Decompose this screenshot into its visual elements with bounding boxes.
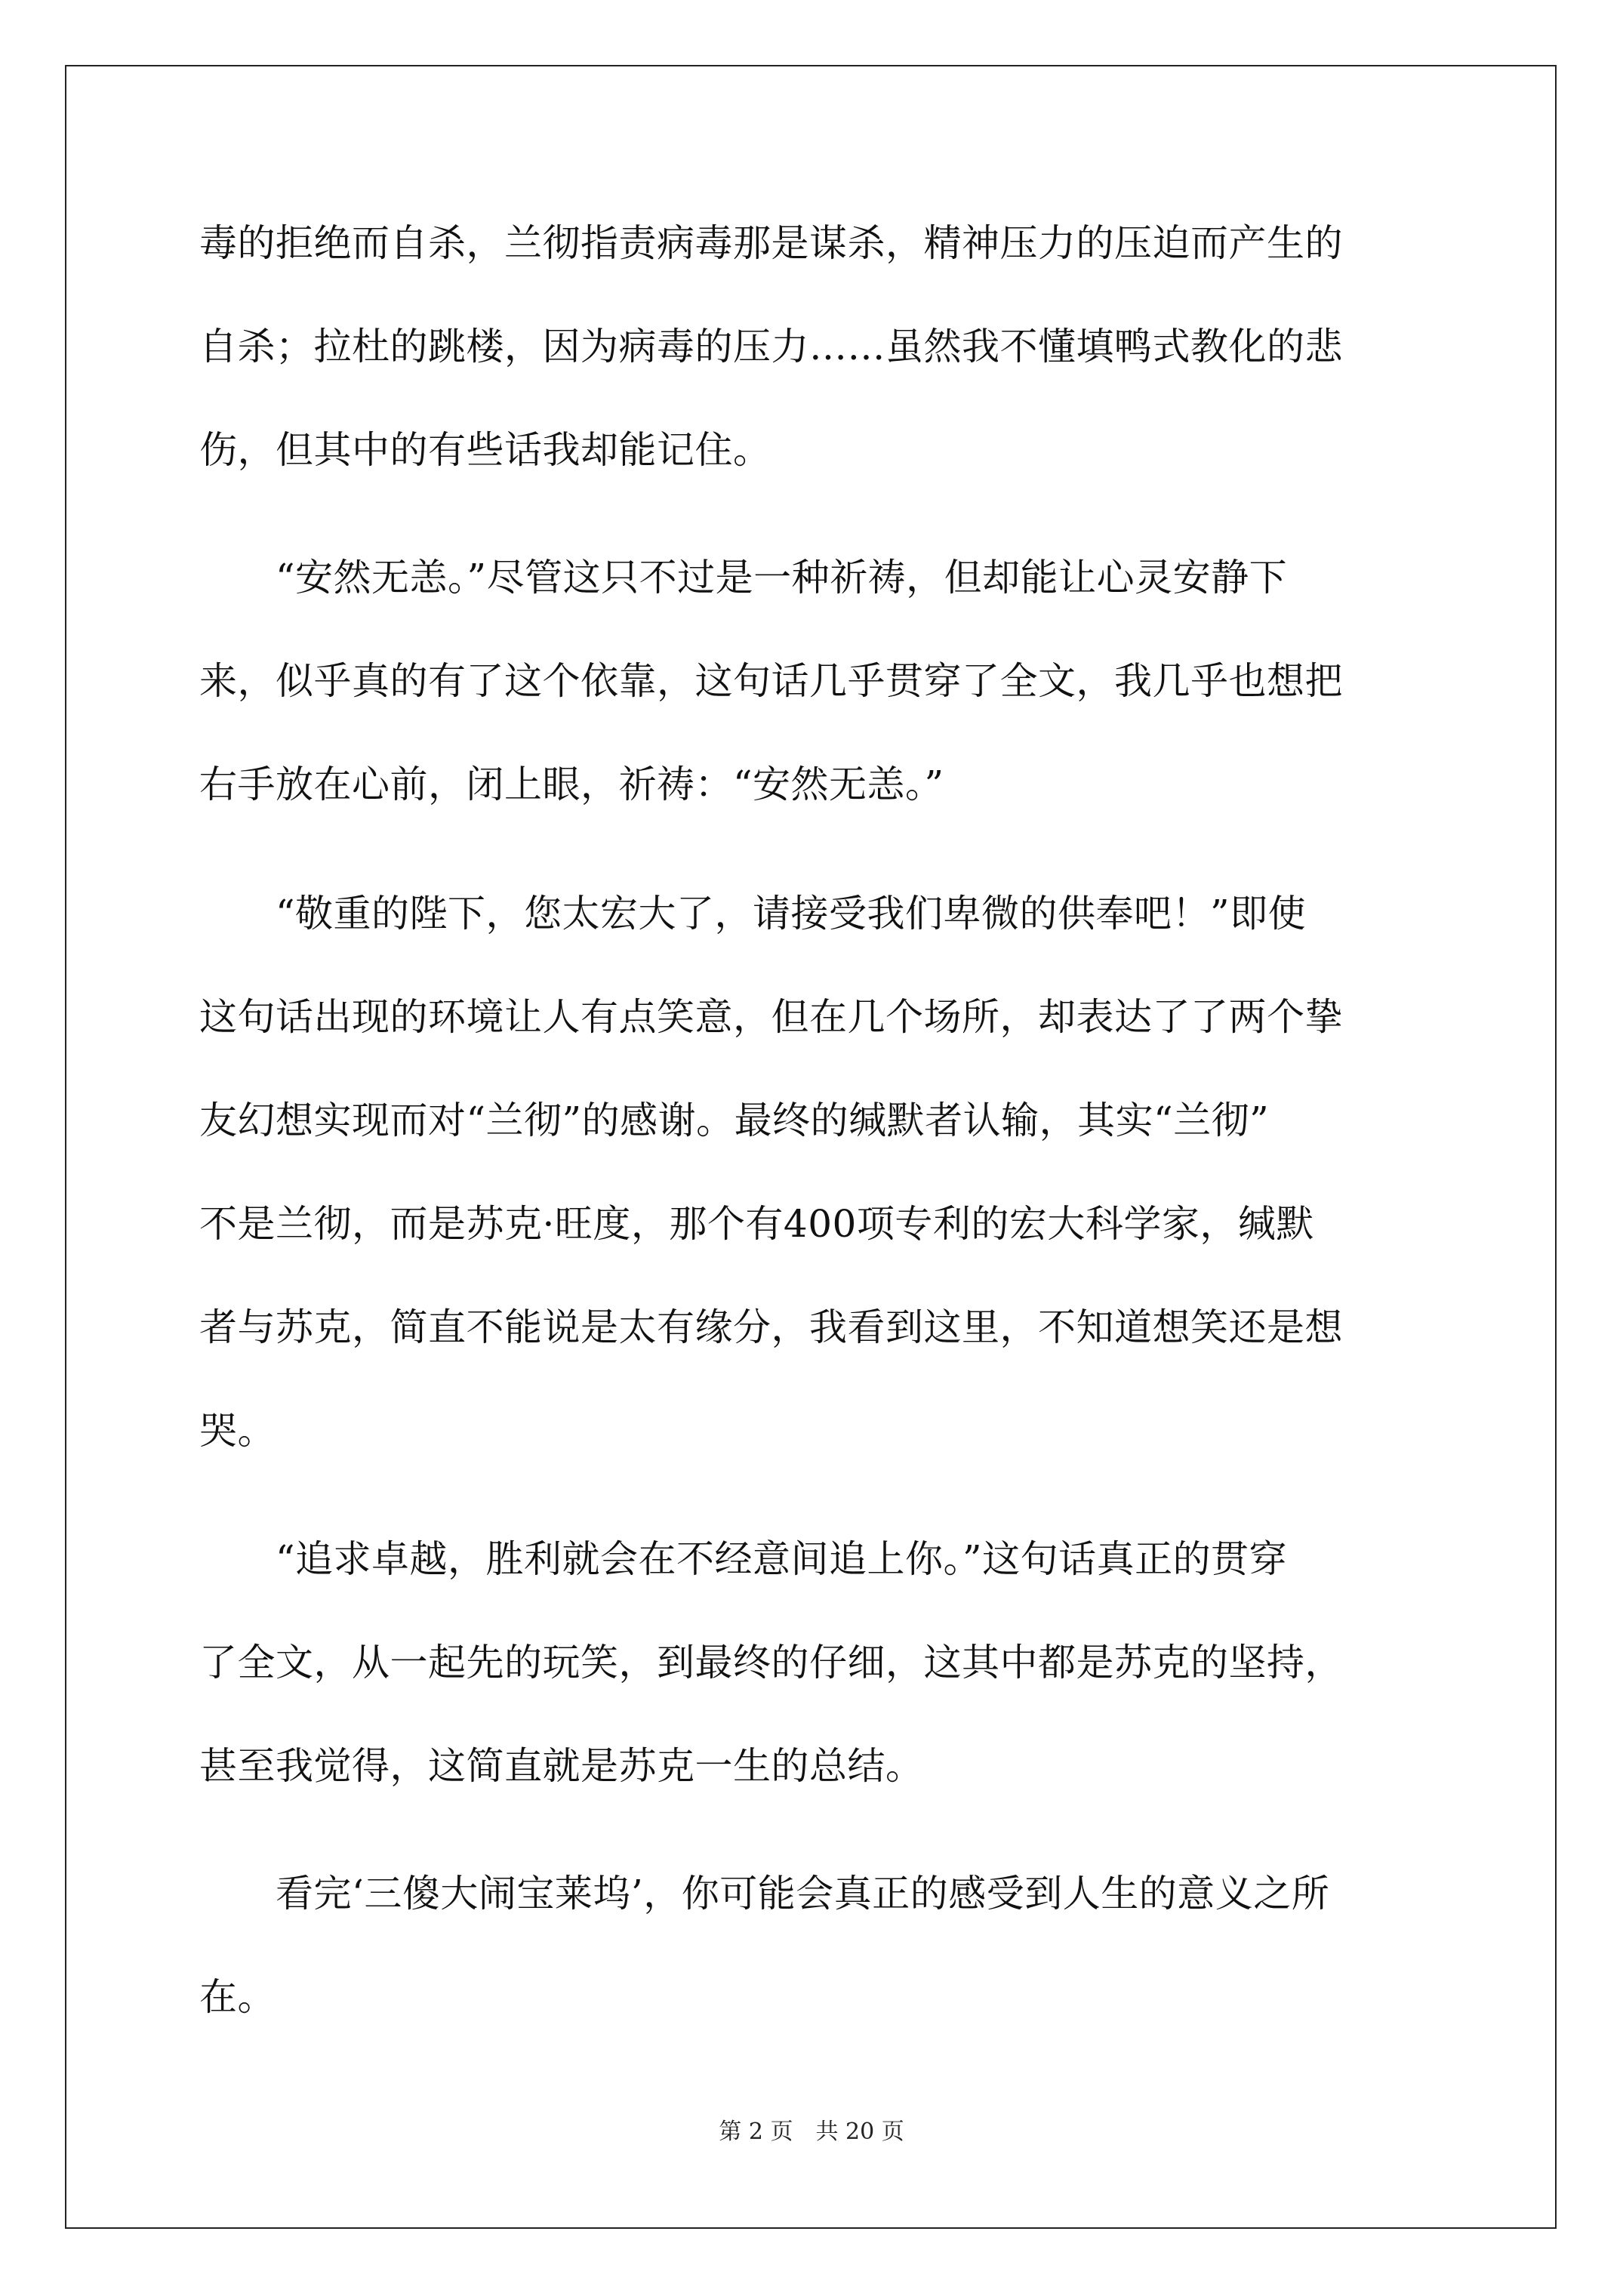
- text-line: 不是兰彻，而是苏克·旺度，那个有400项专利的宏大科学家，缄默: [199, 1202, 1314, 1246]
- text-line: 来，似乎真的有了这个依靠，这句话几乎贯穿了全文，我几乎也想把: [199, 659, 1343, 703]
- text-line: 伤，但其中的有些话我却能记住。: [199, 428, 771, 472]
- text-line: “敬重的陛下，您太宏大了，请接受我们卑微的供奉吧！”即使: [199, 892, 1307, 935]
- text-line: 友幻想实现而对“兰彻”的感谢。最终的缄默者认输，其实“兰彻”: [199, 1099, 1270, 1142]
- text-line: 在。: [199, 1975, 276, 2019]
- text-line: “追求卓越，胜利就会在不经意间追上你。”这句话真正的贯穿: [199, 1537, 1288, 1581]
- page-number-footer: 第 2 页 共 20 页: [719, 2119, 904, 2145]
- text-line: 哭。: [199, 1409, 276, 1453]
- text-line: 了全文，从一起先的玩笑，到最终的仔细，这其中都是苏克的坚持，: [199, 1641, 1343, 1684]
- text-line: 看完‘三傻大闹宝莱坞’，你可能会真正的感受到人生的意义之所: [199, 1872, 1330, 1915]
- text-line: 甚至我觉得，这简直就是苏克一生的总结。: [199, 1744, 924, 1788]
- text-line: 者与苏克，简直不能说是太有缘分，我看到这里，不知道想笑还是想: [199, 1305, 1343, 1349]
- text-line: 右手放在心前，闭上眼，祈祷：“安然无恙。”: [199, 763, 944, 806]
- text-line: 毒的拒绝而自杀，兰彻指责病毒那是谋杀，精神压力的压迫而产生的: [199, 221, 1343, 265]
- text-line: 这句话出现的环境让人有点笑意，但在几个场所，却表达了了两个挚: [199, 995, 1343, 1039]
- text-line: 自杀；拉杜的跳楼，因为病毒的压力……虽然我不懂填鸭式教化的悲: [199, 325, 1343, 368]
- text-line: “安然无恙。”尽管这只不过是一种祈祷，但却能让心灵安静下: [199, 556, 1288, 599]
